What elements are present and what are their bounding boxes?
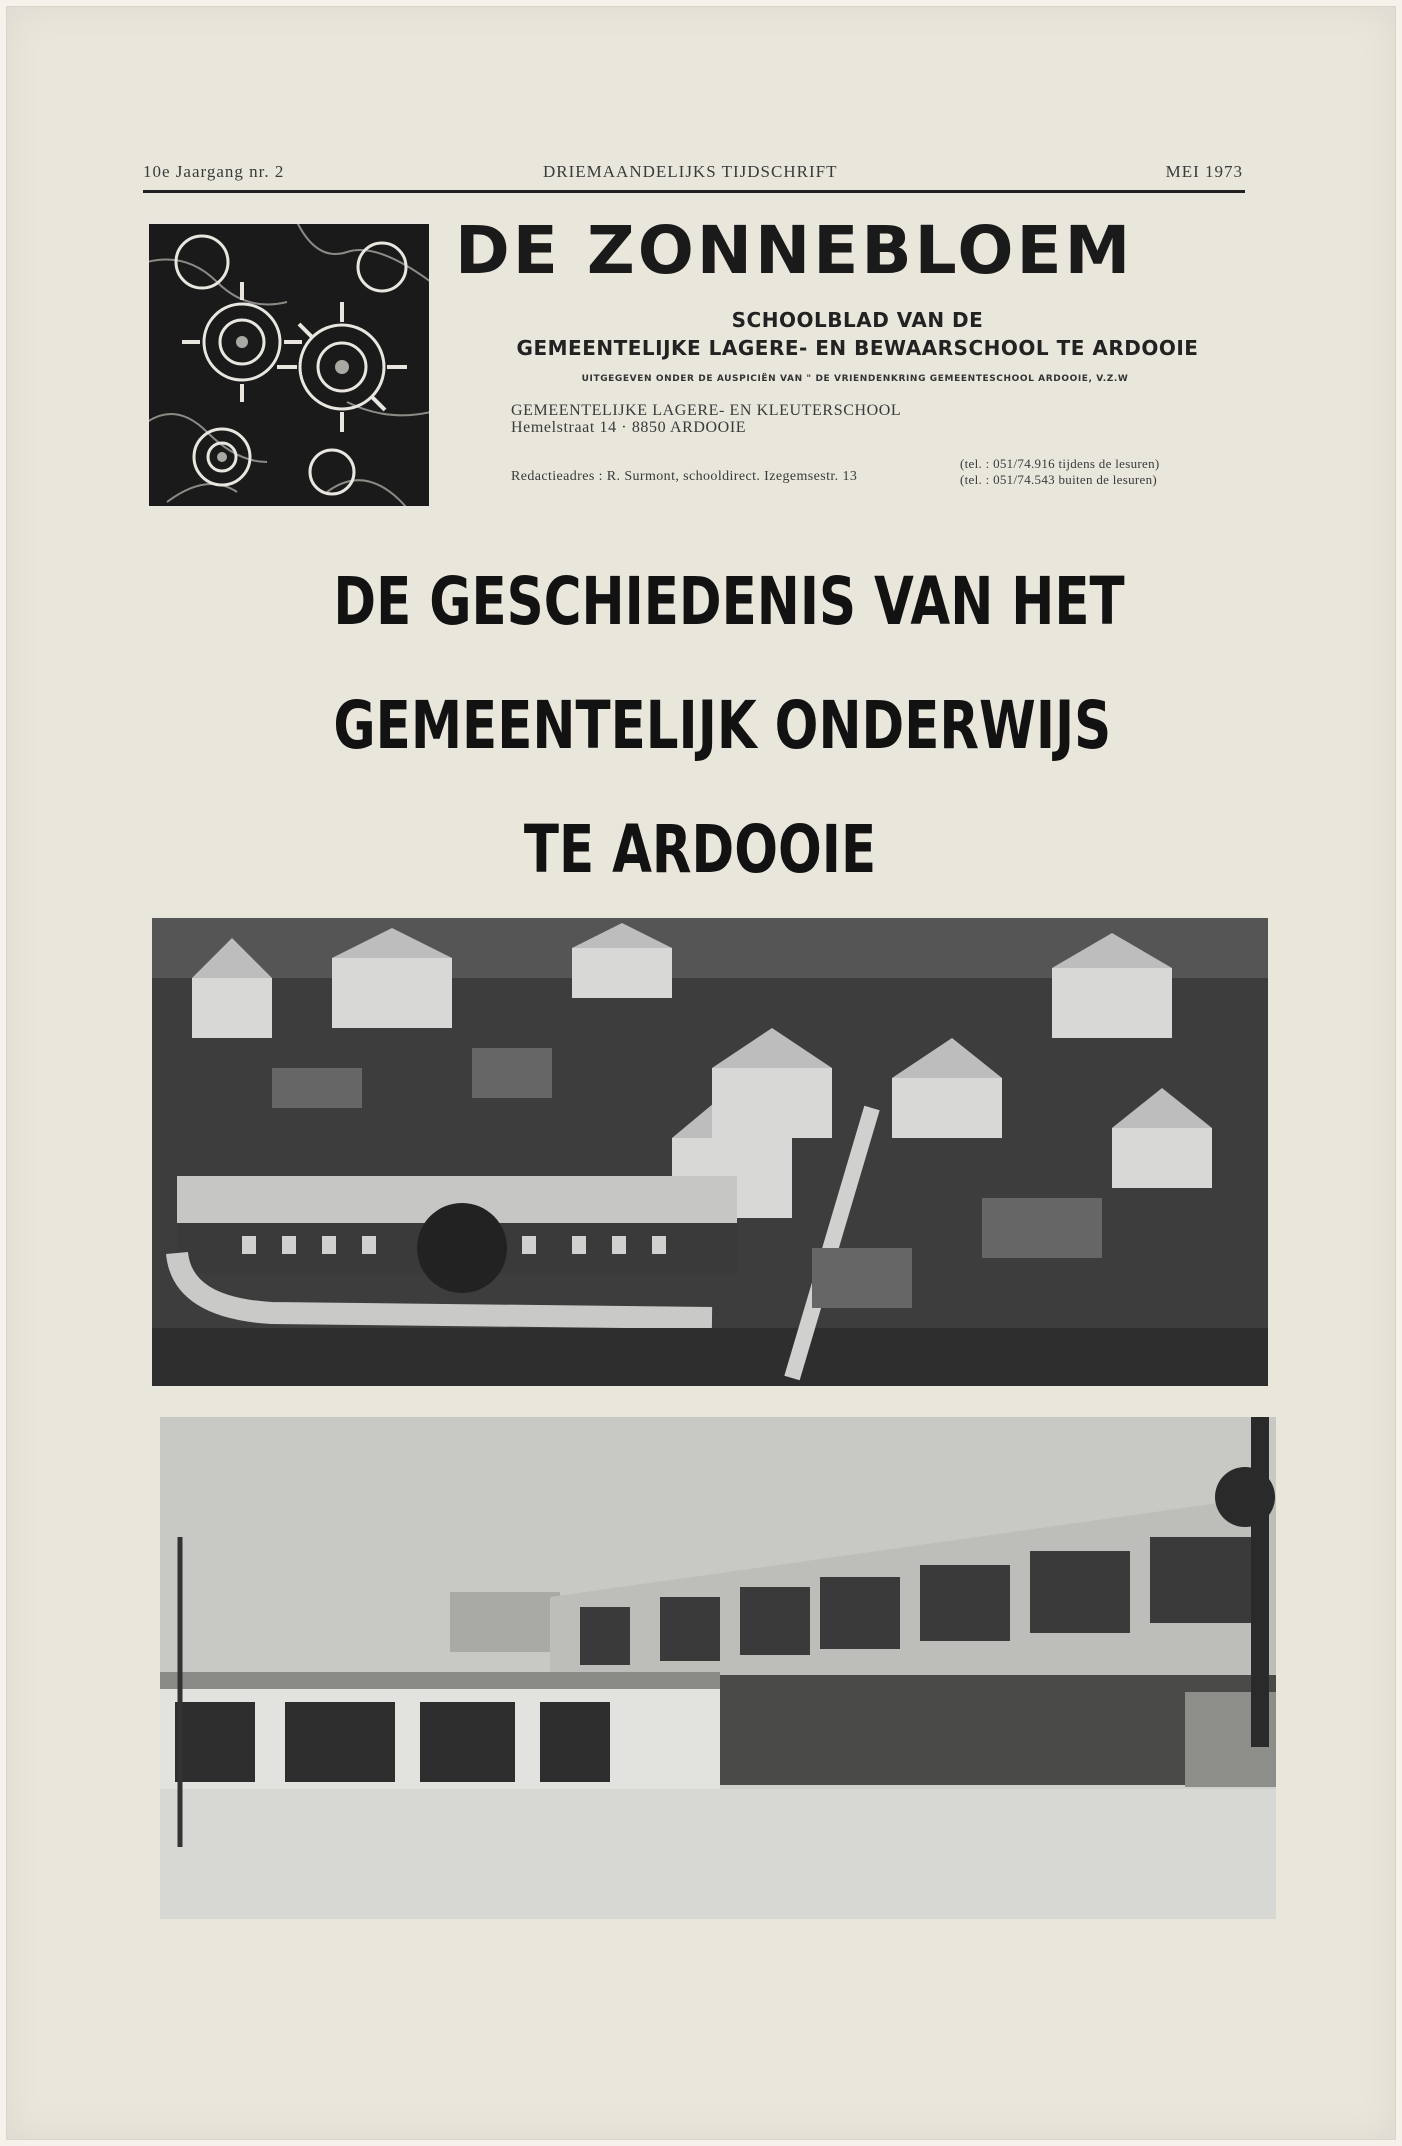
headline-line-1: DE GESCHIEDENIS VAN HET xyxy=(333,563,1125,640)
issue-date: MEI 1973 xyxy=(1165,162,1243,181)
headline-line-2: GEMEENTELIJK ONDERWIJS xyxy=(333,687,1112,764)
tel-line-1: (tel. : 051/74.916 tijdens de lesuren) xyxy=(960,456,1160,471)
school-address xyxy=(511,402,1011,436)
article-headline xyxy=(333,540,1125,912)
header-rule xyxy=(143,190,1245,193)
auspices-line: UITGEGEVEN ONDER DE AUSPICIËN VAN " DE VRIENDENKRING GEMEENTESCHOOL ARDOOIE, V.Z.W xyxy=(581,374,1129,384)
address-line-1: GEMEENTELIJKE LAGERE- EN KLEUTERSCHOOL xyxy=(511,402,902,419)
subtitle-line-2: GEMEENTELIJKE LAGERE- EN BEWAARSCHOOL TE ARDOOIE xyxy=(516,336,1199,360)
issue-header xyxy=(143,162,1243,188)
school-building-photo xyxy=(160,1417,1276,1919)
tel-line-2: (tel. : 051/74.543 buiten de lesuren) xyxy=(960,472,1158,487)
sunflower-woodcut-image xyxy=(147,222,431,508)
address-line-2: Hemelstraat 14 · 8850 ARDOOIE xyxy=(511,419,747,436)
headline-line-3: TE ARDOOIE xyxy=(523,811,877,888)
masthead-subtitle xyxy=(470,306,1245,362)
issue-number: 10e Jaargang nr. 2 xyxy=(143,162,285,181)
telephone-numbers xyxy=(960,456,1160,488)
editor-address: Redactieadres : R. Surmont, schooldirect. Izegemsestr. 13 xyxy=(511,469,858,484)
masthead-title: DE ZONNEBLOEM xyxy=(455,212,1134,289)
subtitle-line-1: SCHOOLBLAD VAN DE xyxy=(731,308,984,332)
aerial-village-photo xyxy=(152,918,1268,1386)
periodical-type: DRIEMAANDELIJKS TIJDSCHRIFT xyxy=(543,162,838,181)
